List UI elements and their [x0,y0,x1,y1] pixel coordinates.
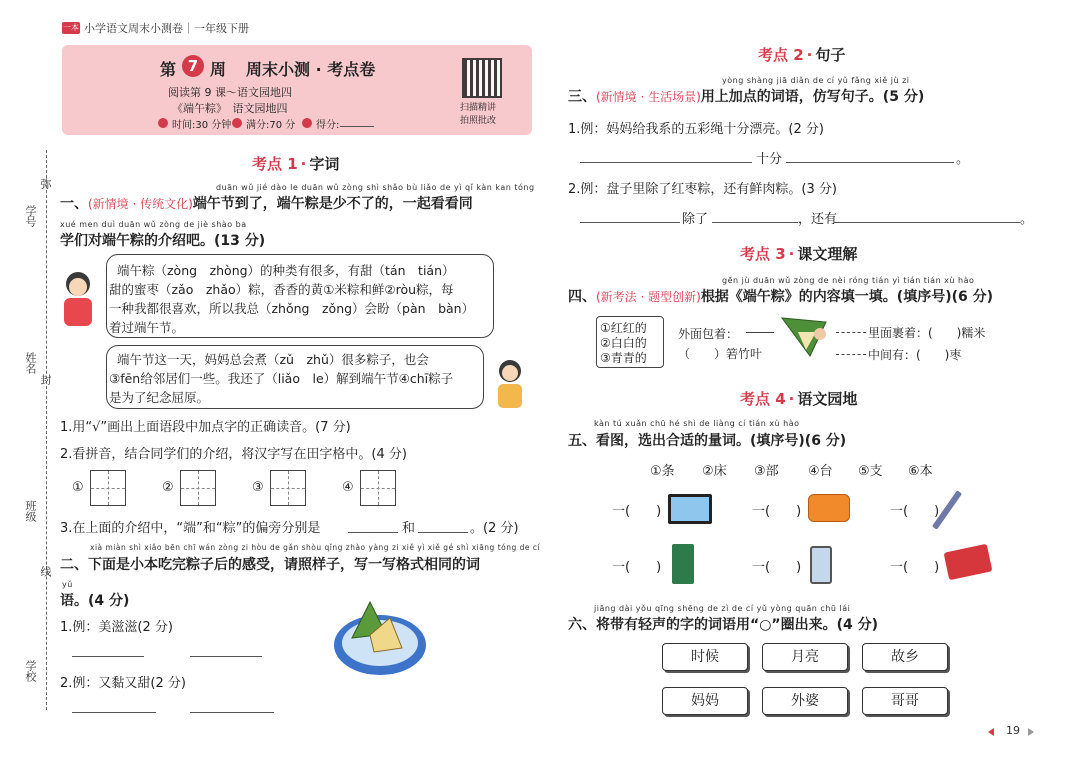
q2-pinyin-2: yǔ [62,580,73,589]
q4-outer-label: 外面包着： [678,327,739,341]
section-4-title: 语文园地 [797,390,858,408]
q3-blank-1b[interactable] [786,162,954,163]
q3-text: 用上加点的词语，仿写句子。(5 分) [700,89,925,105]
q4-outer-arrow [746,332,774,333]
zongzi-wrap-image [776,312,836,362]
q2-blank-2b[interactable] [190,712,274,713]
q4-middle-label[interactable]: 中间有：( )枣 [868,348,962,362]
q2-pinyin-1: xià miàn shì xiǎo bēn chī wán zòng zi hòu de gǎn shòu qǐng zhào yàng zi xiě yì xiě gé shì xiāng tóng de cí [90,543,541,552]
q2-blank-2a[interactable] [72,712,156,713]
q1-line2: 学们对端午粽的介绍吧。(13 分) [60,233,266,249]
book-image [944,544,993,581]
q5-option-4: ④台 [808,464,833,479]
section-1-header: 考点 1 · 字词 [252,155,340,173]
q3-ex1-mid: 十分 [756,152,783,167]
name-label: 姓名 [24,352,37,374]
bubble1-line4: 着过端午节。 [109,320,185,335]
time-info: 时间:30 分钟 [172,120,232,131]
q4-tag: (新考法 · 题型创新) [596,290,701,304]
qr-label2: 拍照批改 [460,116,497,126]
q5-blank-quilt[interactable]: 一( ) [752,504,802,519]
q5-blank-phone[interactable]: 一( ) [752,560,802,575]
grid-box-2[interactable] [180,470,216,506]
q3-ex2-end: 。 [1020,212,1034,227]
word-card-1[interactable]: 时候 [662,643,748,671]
person-icon [232,118,242,128]
quilt-image [808,494,850,522]
q5-option-2: ②床 [702,464,727,479]
section-2-header: 考点 2 · 句子 [758,46,846,64]
q3-ex1-end: 。 [956,152,970,167]
q5-blank-pen[interactable]: 一( ) [890,504,940,519]
series-title: 小学语文周末小测卷｜一年级下册 [84,22,249,35]
q2-example-1: 1.例：美滋滋(2 分) [60,620,173,635]
section-1-label: 考点 1 [252,155,298,173]
grid-box-3[interactable] [270,470,306,506]
q1-pinyin-1: duān wǔ jié dào le duān wǔ zòng shì shǎo bù liǎo de yì qǐ kàn kan tóng [216,183,535,192]
pants-image [672,544,694,584]
section-1-title: 字词 [309,155,340,173]
q2-line1: 二、下面是小本吃完粽子后的感受，请照样子，写一写格式相同的词 [60,557,480,573]
q4-option-1: ①红红的 [600,321,647,335]
bubble2-line3: 是为了纪念屈原。 [109,390,210,405]
q3-example-2: 2.例：盘子里除了红枣粽，还有鲜肉粽。(3 分) [568,182,837,197]
q4-number: 四、 [568,289,596,305]
scope-line2: 《端午粽》 语文园地四 [172,102,288,115]
week-prefix: 第 [160,60,177,79]
section-4-label: 考点 4 [740,390,786,408]
girl-avatar [58,272,98,334]
mark-feng: 封 [39,374,52,385]
grid-label-2: ② [162,480,174,495]
section-2-label: 考点 2 [758,46,804,64]
week-number-badge: 7 [182,55,204,77]
q4-leaf-blank[interactable]: （ ）箬竹叶 [678,347,763,361]
q1-pinyin-2: xué men duì duān wǔ zòng de jiè shào ba [60,220,247,229]
q3-example-1: 1.例：妈妈给我系的五彩绳十分漂亮。(2 分) [568,122,824,137]
section-3-header: 考点 3 · 课文理解 [740,245,858,263]
q3-ex2-mid1: 除了 [682,212,709,227]
next-page-icon[interactable] [1028,728,1034,736]
word-card-4[interactable]: 妈妈 [662,687,748,715]
phone-image [810,546,832,584]
scope-line1: 阅读第 9 课～语文园地四 [168,86,292,99]
zongzi-plate-image [330,590,430,680]
score-icon [302,118,312,128]
section-3-title: 课文理解 [797,245,858,263]
q5-pinyin: kàn tú xuǎn chū hé shì de liàng cí tián xù hào [594,419,800,428]
bubble1-line2: 甜的蜜枣（zǎo zhǎo）粽，香香的黄①米粽和鲜②ròu粽，每 [109,282,454,297]
q4-text: 根据《端午粽》的内容填一填。(填序号)(6 分) [700,289,994,305]
clock-icon [158,118,168,128]
q5-blank-pants[interactable]: 一( ) [612,560,662,575]
brand-badge: 一本 [63,23,79,32]
q1-sub1: 1.用“√”画出上面语段中加点字的正确读音。(7 分) [60,420,351,435]
q1-sub3-b: 和 [402,521,416,536]
section-3-label: 考点 3 [740,245,786,263]
q5-option-3: ③部 [754,464,779,479]
radical-blank-1[interactable] [348,532,398,533]
binding-line [46,150,47,710]
week-suffix: 周 [210,60,227,79]
q1-line1 [60,193,473,213]
q2-example-2: 2.例：又黏又甜(2 分) [60,676,186,691]
q6-pinyin: jiāng dài yǒu qīng shēng de zì de cí yǔ yòng quān chū lái [594,604,851,613]
q4-middle-arrow [836,354,866,355]
girl-avatar-2 [492,360,530,410]
intro-bubble-1 [106,254,494,338]
q5-blank-book[interactable]: 一( ) [890,560,940,575]
q3-tag: (新情境 · 生活场景) [596,90,701,104]
q5-option-1: ①条 [650,464,675,479]
mark-mi: 弥 [39,178,52,189]
q4-options-box [596,316,664,368]
q3-blank-1a[interactable] [580,162,752,163]
bubble2-line2: ③fēn给邻居们一些。我还了（liǎo le）解到端午节④chī粽子 [109,371,454,386]
mark-xian: 线 [39,566,52,577]
q3-ex2-mid2: ，还有 [798,212,838,227]
q4-pinyin: gēn jù duān wǔ zòng de nèi róng tián yì tián tián xù hào [722,276,975,285]
q4-option-3: ③青青的 [600,351,647,365]
q4-inner-arrow [836,332,866,333]
q5-blank-tv[interactable]: 一( ) [612,504,662,519]
section-2-title: 句子 [815,46,846,64]
q3-line [568,86,924,106]
q1-sub3-a: 3.在上面的介绍中，“端”和“粽”的偏旁分别是 [60,521,321,536]
full-score: 满分:70 分 [246,120,296,131]
bubble1-line3: 一种我都很喜欢，所以我总（zhǒng zǒng）会盼（pàn bàn） [109,301,475,316]
grid-box-4[interactable] [360,470,396,506]
q3-blank-2a[interactable] [580,222,680,223]
exam-title: 周末小测 · 考点卷 [246,60,376,79]
section-4-header: 考点 4 · 语文园地 [740,390,858,408]
word-card-2[interactable]: 月亮 [762,643,848,671]
q5-line: 五、看图，选出合适的量词。(填序号)(6 分) [568,433,847,449]
score-label: 得分: [316,120,340,131]
bubble2-line1: 端午节这一天，妈妈总会煮（zǔ zhǔ）很多粽子，也会 [117,352,429,367]
q1-text1: 端午节到了，端午粽是少不了的，一起看看同 [192,196,473,212]
q5-option-5: ⑤支 [858,464,883,479]
q1-number: 一、 [60,196,88,212]
grid-label-1: ① [72,480,84,495]
prev-page-icon[interactable] [988,728,994,736]
q2-blank-1b[interactable] [190,656,262,657]
q3-blank-2b[interactable] [712,222,798,223]
q4-option-2: ②白白的 [600,336,647,350]
q5-option-6: ⑥本 [908,464,933,479]
q4-line [568,286,993,306]
student-id-label: 学号 [24,205,37,227]
q4-inner-label[interactable]: 里面裹着：( )糯米 [868,326,986,340]
qr-code [462,58,502,98]
q3-pinyin: yòng shàng jiā diǎn de cí yǔ fǎng xiě jù zi [722,76,910,85]
q3-blank-2c[interactable] [834,222,1020,223]
q1-tag: (新情境 · 传统文化) [88,197,193,211]
grid-box-1[interactable] [90,470,126,506]
word-card-3[interactable]: 故乡 [862,643,948,671]
grid-label-3: ③ [252,480,264,495]
q3-number: 三、 [568,89,596,105]
word-card-5[interactable]: 外婆 [762,687,848,715]
word-card-6[interactable]: 哥哥 [862,687,948,715]
class-label: 班级 [24,500,37,522]
score-blank[interactable] [340,126,374,127]
intro-bubble-2 [106,345,484,409]
qr-label1: 扫描精讲 [460,103,497,113]
q2-line2: 语。(4 分) [60,593,130,609]
school-label: 学校 [24,660,37,682]
q1-sub3-c: 。(2 分) [470,521,519,536]
tv-image [668,494,712,524]
bubble1-line1: 端午粽（zòng zhòng）的种类有很多，有甜（tán tián） [117,263,455,278]
q2-blank-1a[interactable] [72,656,144,657]
q1-sub2: 2.看拼音，结合同学们的介绍，将汉字写在田字格中。(4 分) [60,447,407,462]
grid-label-4: ④ [342,480,354,495]
page-number: 19 [1006,724,1020,737]
q6-line: 六、将带有轻声的字的词语用“○”圈出来。(4 分) [568,617,879,633]
radical-blank-2[interactable] [418,532,468,533]
